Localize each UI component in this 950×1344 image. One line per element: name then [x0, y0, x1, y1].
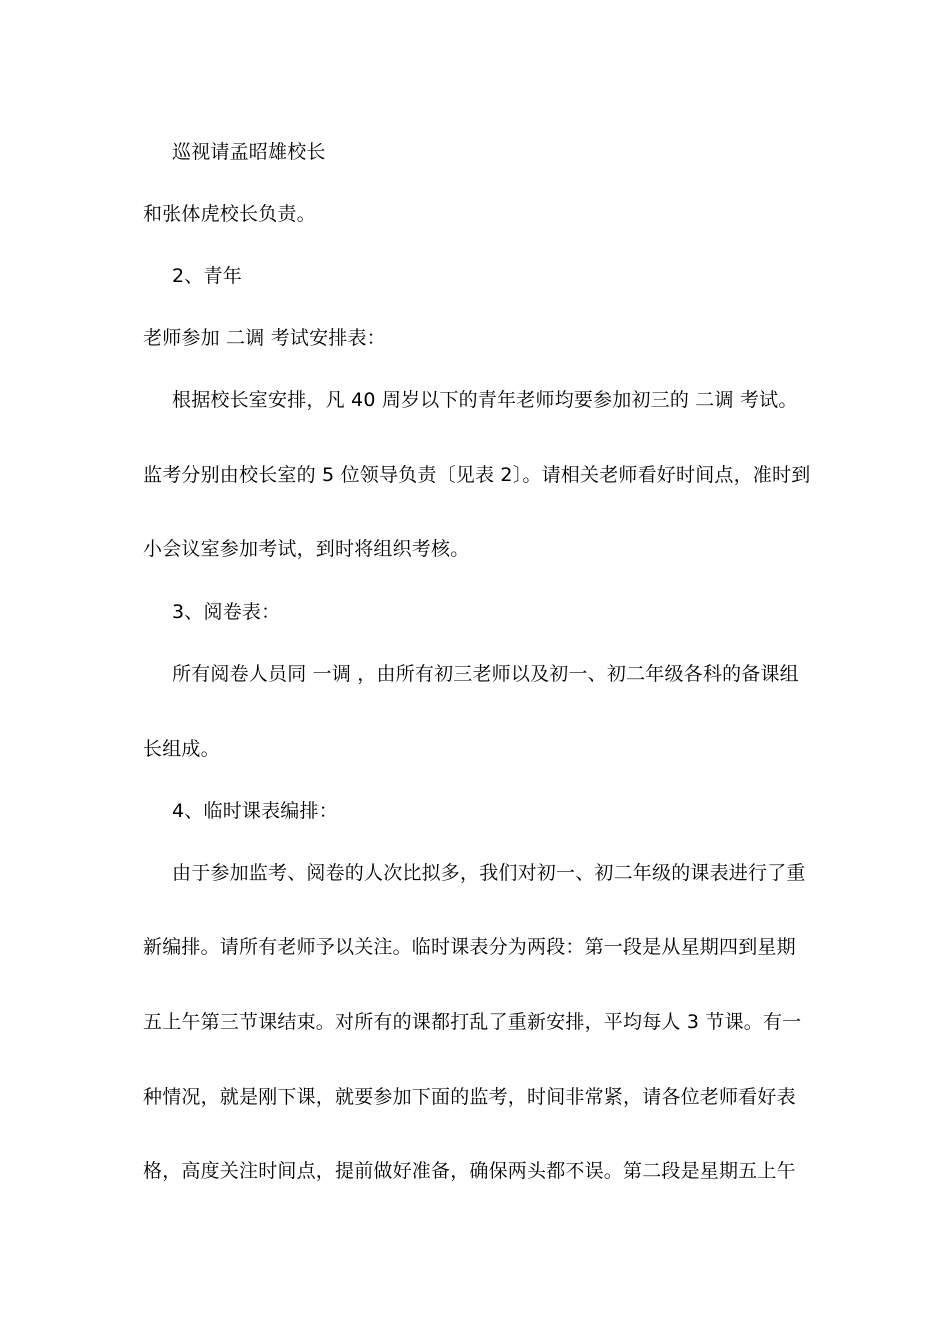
text-line-6: 监考分别由校长室的 5 位领导负责〔见表 2〕。请相关老师看好时间点，准时到: [143, 464, 811, 486]
text-line-15: 种情况，就是刚下课，就要参加下面的监考，时间非常紧，请各位老师看好表: [143, 1086, 796, 1108]
text-line-7: 小会议室参加考试，到时将组织考核。: [143, 538, 470, 560]
text-line-2: 和张体虎校长负责。: [143, 203, 316, 225]
text-line-16: 格，高度关注时间点，提前做好准备，确保两头都不误。第二段是星期五上午: [143, 1160, 796, 1182]
text-line-9: 所有阅卷人员同 一调 ，由所有初三老师以及初一、初二年级各科的备课组: [172, 663, 799, 685]
section-heading-3: 3、阅卷表：: [172, 601, 281, 623]
text-line-5: 根据校长室安排，凡 40 周岁以下的青年老师均要参加初三的 二调 考试。: [172, 389, 798, 411]
text-line-10: 长组成。: [143, 738, 220, 760]
section-heading-4: 4、临时课表编排：: [172, 800, 338, 822]
section-heading-2: 2、青年: [172, 265, 242, 287]
text-line-14: 五上午第三节课结束。对所有的课都打乱了重新安排，平均每人 3 节课。有一: [143, 1011, 802, 1033]
text-line-12: 由于参加监考、阅卷的人次比拟多，我们对初一、初二年级的课表进行了重: [172, 862, 806, 884]
text-line-4: 老师参加 二调 考试安排表：: [143, 327, 386, 349]
text-line-1: 巡视请孟昭雄校长: [172, 141, 326, 163]
text-line-13: 新编排。请所有老师予以关注。临时课表分为两段：第一段是从星期四到星期: [143, 936, 796, 958]
